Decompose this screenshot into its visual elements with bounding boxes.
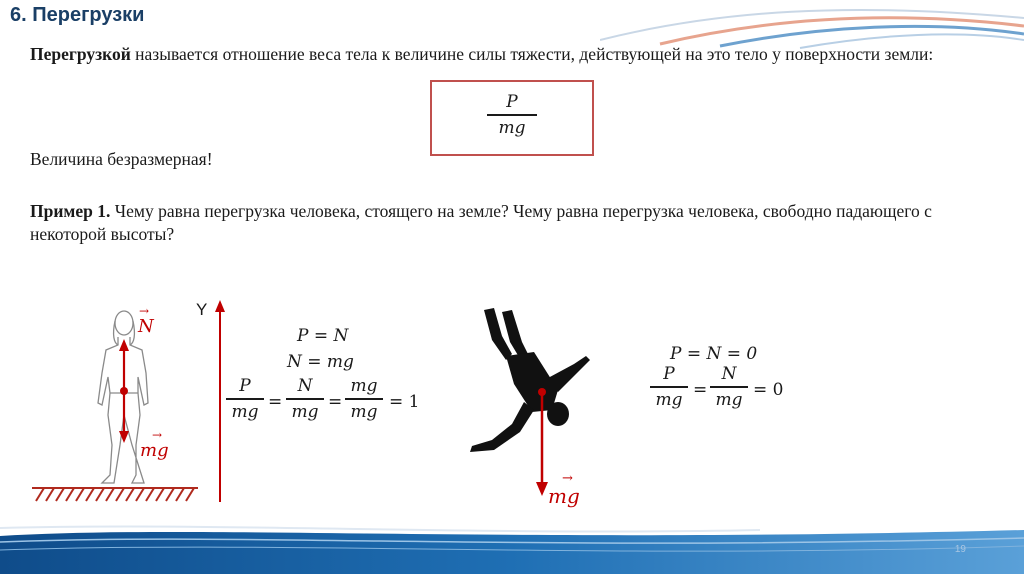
overload-formula-box bbox=[430, 80, 594, 156]
standing-fraction-p-mg: P mg bbox=[226, 376, 264, 422]
standing-eq-n-equals-mg: N = mg bbox=[287, 352, 354, 372]
example-label: Пример 1. bbox=[30, 201, 111, 221]
standing-equals-1: = bbox=[268, 392, 283, 412]
dimensionless-note: Величина безразмерная! bbox=[30, 149, 213, 169]
standing-eq-p-equals-n: P = N bbox=[297, 326, 349, 346]
definition-text: называется отношение веса тела к величине силы тяжести, действующей на это тело у поверхности земли: bbox=[130, 44, 934, 64]
standing-result: = 1 bbox=[389, 392, 420, 412]
definition-term: Перегрузкой bbox=[30, 44, 131, 64]
force-mg-label-standing: → mg bbox=[140, 428, 169, 461]
standing-equals-2: = bbox=[328, 392, 343, 412]
footer-wave-decoration bbox=[0, 522, 1024, 574]
falling-eq-p-n-zero: P = N = 0 bbox=[670, 344, 758, 364]
force-n-label: → N bbox=[138, 304, 154, 337]
ground-hatching bbox=[32, 488, 198, 501]
definition-paragraph bbox=[30, 43, 970, 66]
standing-person-illustration bbox=[28, 295, 208, 505]
slide-page-number: 19 bbox=[954, 544, 966, 555]
fraction-denominator: mg bbox=[498, 117, 526, 138]
example-paragraph bbox=[30, 200, 970, 246]
y-axis-label: Y bbox=[196, 300, 208, 319]
slide-title: 6. Перегрузки bbox=[10, 4, 145, 26]
falling-person-illustration bbox=[462, 306, 602, 506]
falling-equals: = bbox=[693, 380, 708, 400]
standing-fraction-mg-mg: mg mg bbox=[345, 376, 383, 422]
falling-fraction-n-mg: N mg bbox=[710, 364, 748, 410]
overload-fraction bbox=[487, 92, 537, 138]
fraction-numerator: P bbox=[506, 92, 518, 112]
falling-silhouette bbox=[470, 308, 590, 452]
standing-fraction-n-mg: N mg bbox=[286, 376, 324, 422]
example-text: Чему равна перегрузка человека, стоящего на земле? Чему равна перегрузка человека, свободно падающего с некоторой высоты? bbox=[30, 201, 932, 244]
falling-result: = 0 bbox=[753, 380, 784, 400]
falling-fraction-p-mg: P mg bbox=[650, 364, 688, 410]
force-mg-label-falling: → mg bbox=[548, 471, 580, 508]
